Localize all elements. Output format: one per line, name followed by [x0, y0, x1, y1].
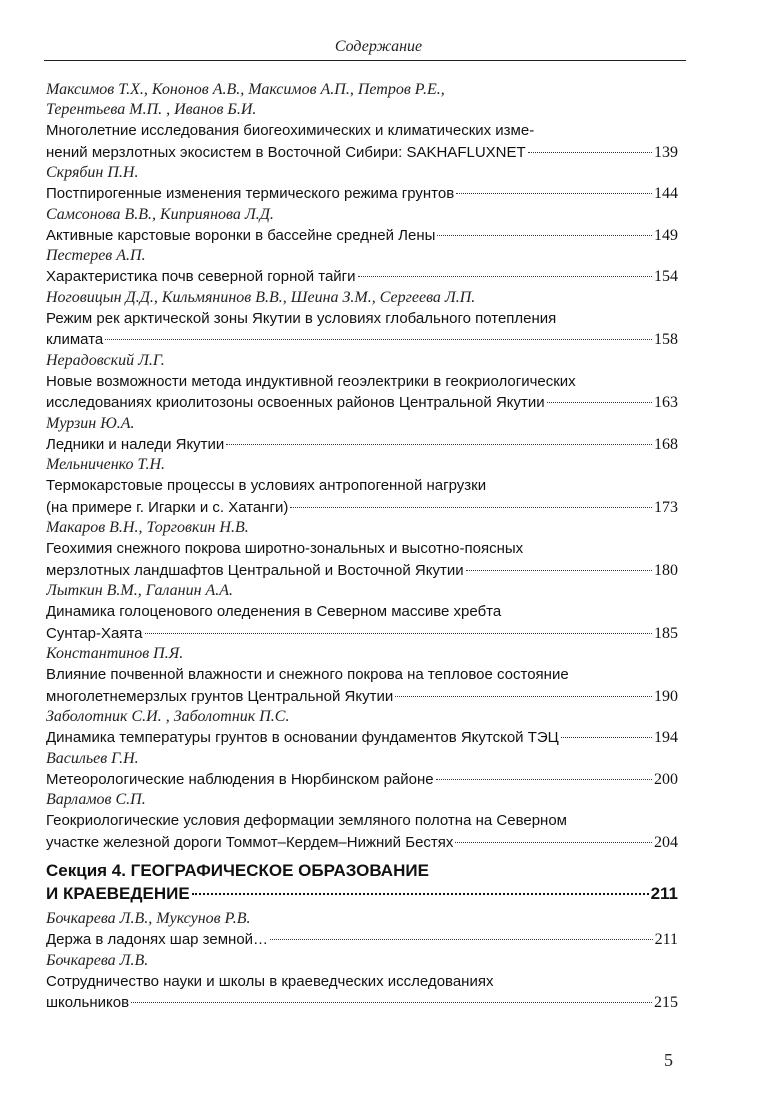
toc-entries-section-4 — [46, 909, 678, 1014]
entry-title-text: Постпирогенные изменения термического режима грунтов — [46, 185, 455, 202]
entry-page-number: 190 — [654, 687, 678, 705]
toc-entry[interactable] — [46, 707, 678, 749]
entry-authors: Пестерев А.П. — [46, 247, 146, 264]
header-rule — [44, 60, 686, 61]
entry-title-text: нений мерзлотных экосистем в Восточной Сибири: SAKHAFLUXNET — [46, 143, 526, 161]
entry-page-number: 144 — [654, 185, 678, 202]
entry-page-number: 215 — [654, 994, 678, 1011]
entry-authors: Мельниченко Т.Н. — [46, 456, 165, 473]
toc-entry[interactable] — [46, 790, 678, 853]
entry-title-lastline — [46, 769, 678, 791]
section-title-line: Секция 4. ГЕОГРАФИЧЕСКОЕ ОБРАЗОВАНИЕ — [46, 861, 429, 880]
entry-authors: Терентьева М.П. , Иванов Б.И. — [46, 101, 257, 118]
entry-title-text: школьников — [46, 994, 130, 1011]
toc-entry[interactable] — [46, 518, 678, 581]
dot-leader — [456, 193, 652, 194]
entry-authors: Нерадовский Л.Г. — [46, 351, 165, 369]
entry-authors: Лыткин В.М., Галанин А.А. — [46, 582, 234, 599]
entry-title-lastline — [46, 266, 678, 288]
entry-title-line: Режим рек арктической зоны Якутии в условиях глобального потепления — [46, 309, 557, 327]
entry-authors: Скрябин П.Н. — [46, 164, 139, 181]
table-of-contents — [46, 80, 678, 1014]
entry-title-lastline — [46, 832, 678, 854]
toc-entry[interactable] — [46, 414, 678, 456]
entry-title-line: Геокриологические условия деформации земляного полотна на Северном — [46, 812, 567, 829]
entry-title-text: Динамика температуры грунтов в основании фундаментов Якутской ТЭЦ — [46, 729, 559, 746]
entry-title-lastline — [46, 392, 678, 414]
entry-title-lastline — [46, 623, 678, 645]
entry-title-line: Динамика голоценового оледенения в Северном массиве хребта — [46, 603, 502, 620]
entry-page-number: 185 — [654, 624, 678, 642]
entry-title-text: Метеорологические наблюдения в Нюрбинском районе — [46, 770, 434, 788]
entry-page-number: 163 — [654, 394, 678, 411]
entry-title-lastline — [46, 142, 678, 164]
dot-leader — [131, 1002, 652, 1003]
dot-leader — [105, 339, 652, 340]
entry-authors: Мурзин Ю.А. — [46, 414, 135, 432]
entry-page-number: 211 — [654, 931, 678, 948]
entry-title-lastline — [46, 686, 678, 708]
entry-page-number: 204 — [654, 833, 678, 851]
entry-title-lastline — [46, 434, 678, 456]
section-title-text: И КРАЕВЕДЕНИЕ — [46, 884, 190, 903]
entry-authors: Заболотник С.И. , Заболотник П.С. — [46, 708, 290, 725]
entry-title-lastline — [46, 560, 678, 582]
dot-leader — [466, 570, 652, 571]
entry-title-text: многолетнемерзлых грунтов Центральной Якутии — [46, 687, 394, 705]
entry-title-line: Термокарстовые процессы в условиях антропогенной нагрузки — [46, 477, 487, 494]
toc-entry[interactable] — [46, 644, 678, 707]
dot-leader — [561, 737, 652, 738]
entry-title-text: Держа в ладонях шар земной… — [46, 931, 269, 948]
dot-leader — [358, 276, 652, 277]
entry-title-text: (на примере г. Игарки и с. Хатанги) — [46, 498, 289, 516]
entry-authors: Ноговицын Д.Д., Кильмянинов В.В., Шеина З.М., Сергеева Л.П. — [46, 288, 476, 306]
entry-title-text: исследованиях криолитозоны освоенных районов Центральной Якутии — [46, 394, 545, 411]
toc-entry[interactable] — [46, 581, 678, 644]
dot-leader — [437, 235, 652, 236]
running-header-title: Содержание — [334, 38, 423, 55]
entry-title-lastline — [46, 727, 678, 749]
entry-title-text: Активные карстовые воронки в бассейне средней Лены — [46, 226, 436, 244]
entry-title-lastline — [46, 225, 678, 247]
entry-page-number: 139 — [654, 143, 678, 161]
entry-title-text: климата — [46, 331, 104, 348]
entry-title-lastline — [46, 929, 678, 951]
toc-entry[interactable] — [46, 246, 678, 288]
toc-entry[interactable] — [46, 909, 678, 951]
entry-page-number: 180 — [654, 561, 678, 579]
section-heading[interactable] — [46, 859, 678, 905]
entry-title-lastline — [46, 329, 678, 351]
entry-authors: Бочкарева Л.В. — [46, 951, 149, 969]
dot-leader — [436, 779, 652, 780]
entry-title-text: Характеристика почв северной горной тайги — [46, 268, 356, 285]
entry-page-number: 154 — [654, 268, 678, 285]
toc-entries-section-3 — [46, 80, 678, 853]
toc-entry[interactable] — [46, 288, 678, 351]
entry-authors: Варламов С.П. — [46, 791, 146, 808]
section-page-number: 211 — [650, 884, 678, 903]
entry-title-line: Новые возможности метода индуктивной геоэлектрики в геокриологических — [46, 372, 576, 390]
toc-entry[interactable] — [46, 163, 678, 205]
entry-page-number: 168 — [654, 435, 678, 453]
dot-leader — [455, 842, 652, 843]
entry-page-number: 194 — [654, 729, 678, 746]
toc-entry[interactable] — [46, 205, 678, 247]
entry-title-text: мерзлотных ландшафтов Центральной и Восточной Якутии — [46, 561, 464, 579]
toc-entry[interactable] — [46, 951, 678, 1014]
entry-page-number: 158 — [654, 331, 678, 348]
entry-title-text: Ледники и наледи Якутии — [46, 435, 225, 453]
page-number: 5 — [664, 1050, 673, 1070]
toc-entry[interactable] — [46, 351, 678, 414]
dot-leader — [528, 152, 652, 153]
entry-title-lastline — [46, 992, 678, 1014]
dot-leader — [145, 633, 652, 634]
dot-leader — [395, 696, 652, 697]
entry-authors: Бочкарева Л.В., Муксунов Р.В. — [46, 910, 251, 927]
toc-entry[interactable] — [46, 749, 678, 791]
dot-leader — [270, 939, 653, 940]
entry-title-text: Сунтар-Хаята — [46, 624, 143, 642]
dot-leader — [226, 444, 652, 445]
entry-title-lastline — [46, 497, 678, 519]
dot-leader — [290, 507, 652, 508]
entry-page-number: 173 — [654, 498, 678, 516]
entry-authors: Васильев Г.Н. — [46, 749, 139, 767]
entry-authors: Константинов П.Я. — [46, 645, 184, 662]
entry-page-number: 200 — [654, 770, 678, 788]
entry-authors: Макаров В.Н., Торговкин Н.В. — [46, 519, 249, 536]
dot-leader — [547, 402, 652, 403]
entry-title-line: Сотрудничество науки и школы в краеведческих исследованиях — [46, 972, 494, 990]
entry-page-number: 149 — [654, 226, 678, 244]
entry-title-lastline — [46, 183, 678, 205]
entry-authors: Максимов Т.Х., Кононов А.В., Максимов А.П., Петров Р.Е., — [46, 81, 445, 98]
toc-entry[interactable] — [46, 80, 678, 163]
section-title-lastline — [46, 882, 678, 905]
entry-title-text: участке железной дороги Томмот–Кердем–Нижний Бестях — [46, 833, 454, 851]
dot-leader — [192, 893, 649, 895]
entry-title-line: Многолетние исследования биогеохимических и климатических изме- — [46, 122, 535, 139]
toc-entry[interactable] — [46, 455, 678, 518]
entry-authors: Самсонова В.В., Киприянова Л.Д. — [46, 205, 274, 223]
entry-title-line: Геохимия снежного покрова широтно-зональных и высотно-поясных — [46, 540, 524, 557]
entry-title-line: Влияние почвенной влажности и снежного покрова на тепловое состояние — [46, 666, 569, 683]
